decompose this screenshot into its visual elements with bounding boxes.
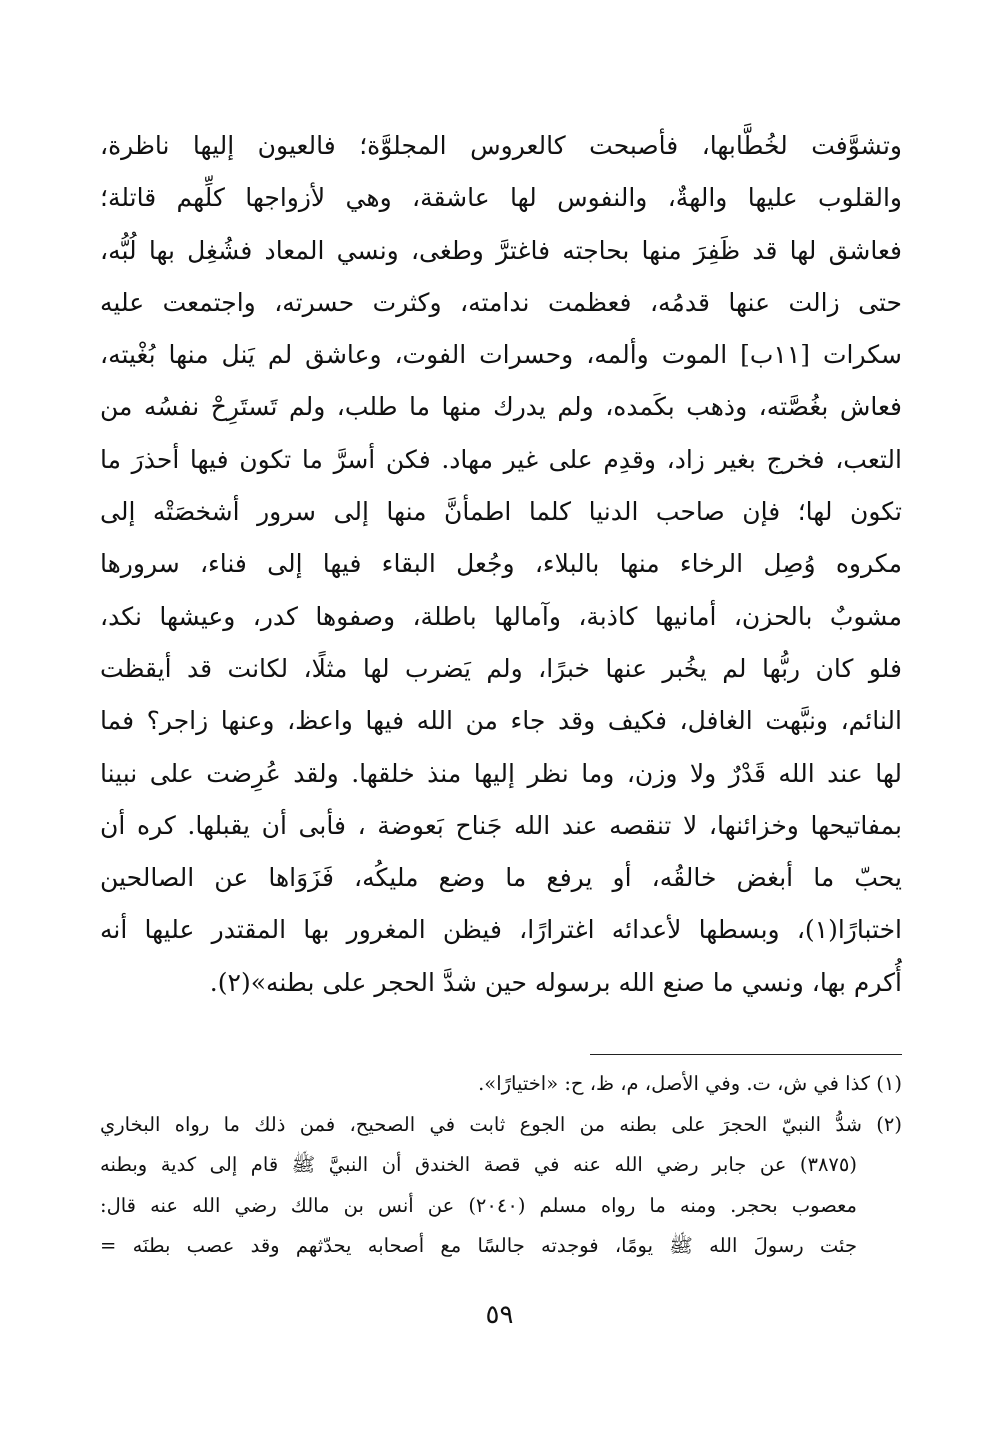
text-line: حتى زالت عنها قدمُه، فعظمت ندامته، وكثرت حسرته، واجتمعت عليه xyxy=(100,287,902,317)
text-line: بمفاتيحها وخزائنها، لا تنقصه عند الله جَناح بَعوضة ، فأبى أن يقبلها. كره أن xyxy=(100,810,902,840)
text-line: والقلوب عليها والهةٌ، والنفوس لها عاشقة، وهي لأزواجها كلِّهم قاتلة؛ xyxy=(100,183,902,213)
footnote-2-line: (٣٨٧٥) عن جابر رضي الله عنه في قصة الخندق أن النبيَّ ﷺ قام إلى كدية وبطنه xyxy=(100,1153,857,1176)
page-number: ٥٩ xyxy=(485,1300,514,1330)
footnotes-section xyxy=(100,1064,902,1267)
text-line: وتشوَّفت لخُطَّابها، فأصبحت كالعروس المجلوَّة؛ فالعيون إليها ناظرة، xyxy=(100,131,902,160)
text-line: اختبارًا(١)، وبسطها لأعدائه اغترارًا، فيظن المغرور بها المقتدر عليها أنه xyxy=(100,915,902,945)
text-line: فلو كان ربُّها لم يخُبر عنها خبرًا، ولم يَضرب لها مثلًا، لكانت قد أيقظت xyxy=(100,653,902,683)
main-text-body xyxy=(100,120,902,1009)
text-line: مشوبٌ بالحزن، أمانيها كاذبة، وآمالها باطلة، وصفوها كدر، وعيشها نكد، xyxy=(100,601,902,631)
text-line: يحبّ ما أبغض خالقُه، أو يرفع ما وضع مليكُه، فَزَوَاها عن الصالحين xyxy=(100,863,902,893)
footnote-2-line: معصوب بحجر. ومنه ما رواه مسلم (٢٠٤٠) عن أنس بن مالك رضي الله عنه قال: xyxy=(100,1193,857,1217)
text-line: سكرات [١١ب] الموت وألمه، وحسرات الفوت، وعاشق لم يَنل منها بُغْيته، xyxy=(100,340,902,370)
text-line: مكروه وُصِل الرخاء منها بالبلاء، وجُعل البقاء فيها إلى فناء، سرورها xyxy=(100,549,902,579)
footnote-2-line: جئت رسولَ الله ﷺ يومًا، فوجدته جالسًا مع أصحابه يحدّثهم وقد عصب بطنَه = xyxy=(100,1234,857,1257)
footnote-divider xyxy=(590,1054,902,1055)
text-line: لها عند الله قَدْرٌ ولا وزن، وما نظر إليها منذ خلقها. ولقد عُرِضت على نبينا xyxy=(100,758,902,788)
text-line: فعاشق لها قد ظَفِرَ منها بحاجته فاغترَّ وطغى، ونسي المعاد فشُغِل بها لُبُّه، xyxy=(100,235,902,265)
footnote-1: (١) كذا في ش، ت. وفي الأصل، م، ظ، ح: «اختيارًا». xyxy=(478,1072,902,1095)
text-line: التعب، فخرج بغير زاد، وقدِم على غير مهاد. فكن أسرَّ ما تكون فيها أحذرَ ما xyxy=(100,444,902,474)
text-line: النائم، ونبَّهت الغافل، فكيف وقد جاء من الله فيها واعظ، وعنها زاجر؟ فما xyxy=(100,706,902,736)
text-line: أُكرم بها، ونسي ما صنع الله برسوله حين شدَّ الحجر على بطنه»(٢). xyxy=(209,967,902,997)
text-line: تكون لها؛ فإن صاحب الدنيا كلما اطمأنَّ منها إلى سرور أشخصَتْه إلى xyxy=(100,497,902,527)
footnote-2-line: (٢) شدُّ النبيّ الحجرَ على بطنه من الجوع ثابت في الصحيح، فمن ذلك ما رواه البخاري xyxy=(100,1112,902,1136)
text-line: فعاش بغُصَّته، وذهب بكَمده، ولم يدرك منها ما طلب، ولم تَستَرِحْ نفسُه من xyxy=(100,392,902,422)
